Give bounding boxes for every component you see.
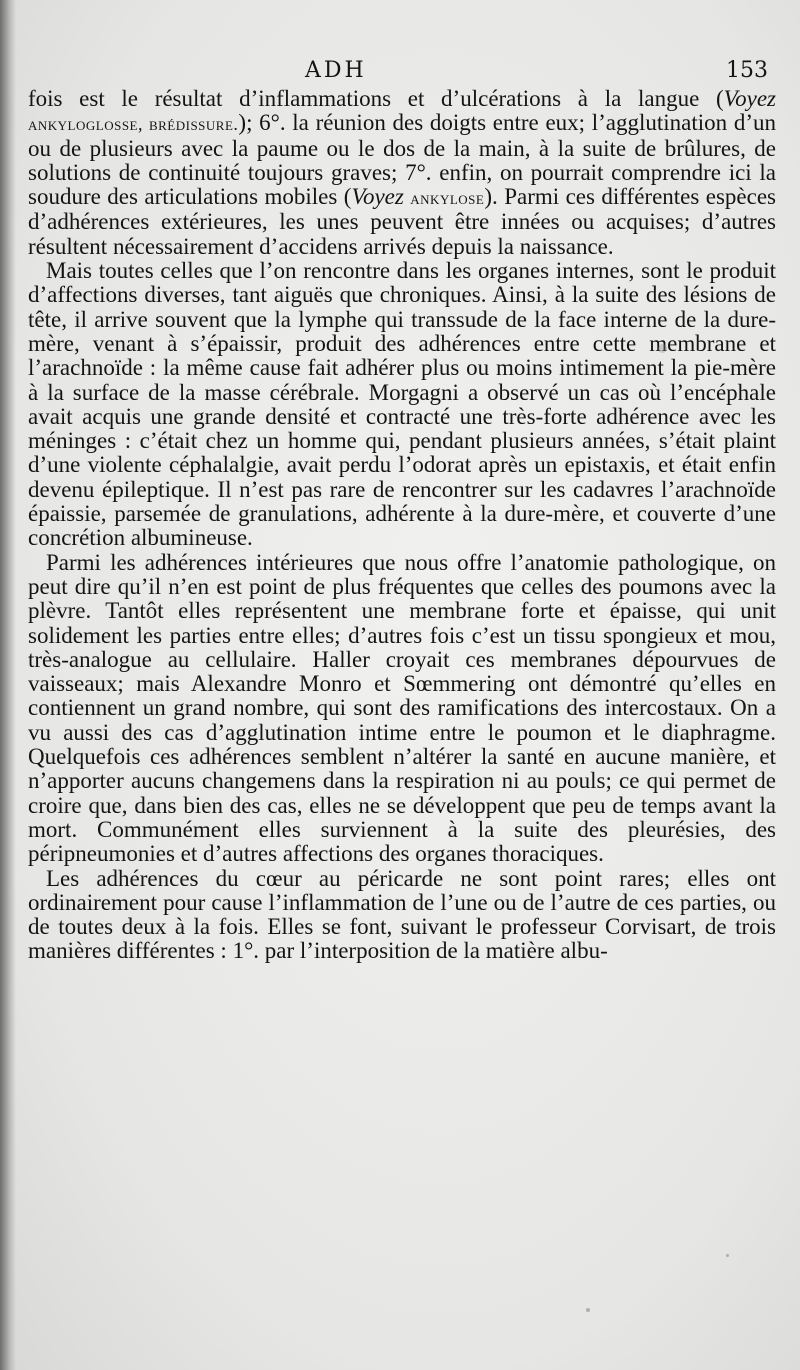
running-title: ADH	[305, 58, 367, 83]
paper-speck	[586, 1308, 590, 1312]
small-caps-reference: ankylose	[410, 188, 485, 209]
paper-speck	[726, 1254, 729, 1257]
italic-text: Voyez	[723, 86, 776, 111]
page-body-text	[28, 87, 776, 964]
paragraph	[28, 551, 776, 867]
text-run: fois est le résultat d’inflammations et d’ulcérations à la langue (	[28, 86, 724, 111]
text-run: Parmi les adhérences intérieures que nous offre l’anatomie pathologique, on peut dire qu’il n’en est point de plus fréquentes que celles des poumons avec la plèvre. Tantôt elles représentent une membrane forte et épaisse, qui unit solidement les parties entre elles; d’autres fois c’est un tissu spongieux et mou, très-analogue au cellulaire. Haller croyait ces membranes dépourvues de vaisseaux; mais Alexandre Monro et Sœmmering ont démontré qu’elles en contiennent un grand nombre, qui sont des ramifications des intercostaux. On a vu aussi des cas d’agglutination intime entre le poumon et le diaphragme. Quelquefois ces adhérences semblent n’altérer la santé en aucune manière, et n’apporter aucuns changemens dans la respiration ni au pouls; ce qui permet de croire que, dans bien des cas, elles ne se développent que peu de temps avant la mort. Communément elles surviennent à la suite des pleurésies, des péripneumonies et d’autres affections des organes thoraciques.	[28, 549, 776, 867]
italic-text: Voyez	[351, 184, 404, 210]
paragraph	[28, 87, 776, 259]
text-run: Mais toutes celles que l’on rencontre dans les organes internes, sont le produit d’affections diverses, tant aiguës que chroniques. Ainsi, à la suite des lésions de tête, il arrive souvent que la lymphe qui transsude de la face interne de la dure-mère, venant à s’épaissir, produit des adhérences entre cette membrane et l’arachnoïde : la même cause fait adhérer plus ou moins intimement la pie-mère à la surface de la masse cérébrale. Morgagni a observé un cas où l’encéphale avait acquis une grande densité et contracté une très-forte adhérence avec les méninges : c’était chez un homme qui, pendant plusieurs années, s’était plaint d’une violente céphalalgie, avait perdu l’odorat après un epistaxis, et était enfin devenu épileptique. Il n’est pas rare de rencontrer sur les cadavres l’arachnoïde épaissie, parsemée de granulations, adhérente à la dure-mère, et couverte d’une concrétion albumineuse.	[28, 258, 776, 551]
paper-speck	[658, 344, 667, 353]
small-caps-reference: ankyloglosse, brédissure.	[28, 114, 239, 135]
page-number: 153	[726, 58, 768, 83]
page-gutter-shadow	[0, 0, 16, 1370]
paragraph	[28, 867, 776, 964]
paragraph	[28, 259, 776, 551]
text-run: Les adhérences du cœur au péricarde ne sont point rares; elles ont ordinairement pour cause l’inflammation de l’une ou de l’autre de ces parties, ou de toutes deux à la fois. Elles se font, suivant le professeur Corvisart, de trois manières différentes : 1°. par l’interposition de la matière albu-	[28, 865, 776, 964]
text-run: ); 6°. la réunion des doigts entre eux; l’agglutination d’un ou de plusieurs avec la paume ou le dos de la main, à la suite de brûlures, de solutions de continuité toujours graves; 7°. enfin, on pourrait comprendre ici la soudure des articulations mobiles (	[28, 110, 776, 210]
text-run: ). Parmi ces différentes espèces d’adhérences extérieures, les unes peuvent être innées ou acquises; d’autres résultent nécessairement d’accidens arrivés depuis la naissance.	[28, 184, 777, 259]
running-header	[40, 58, 770, 88]
